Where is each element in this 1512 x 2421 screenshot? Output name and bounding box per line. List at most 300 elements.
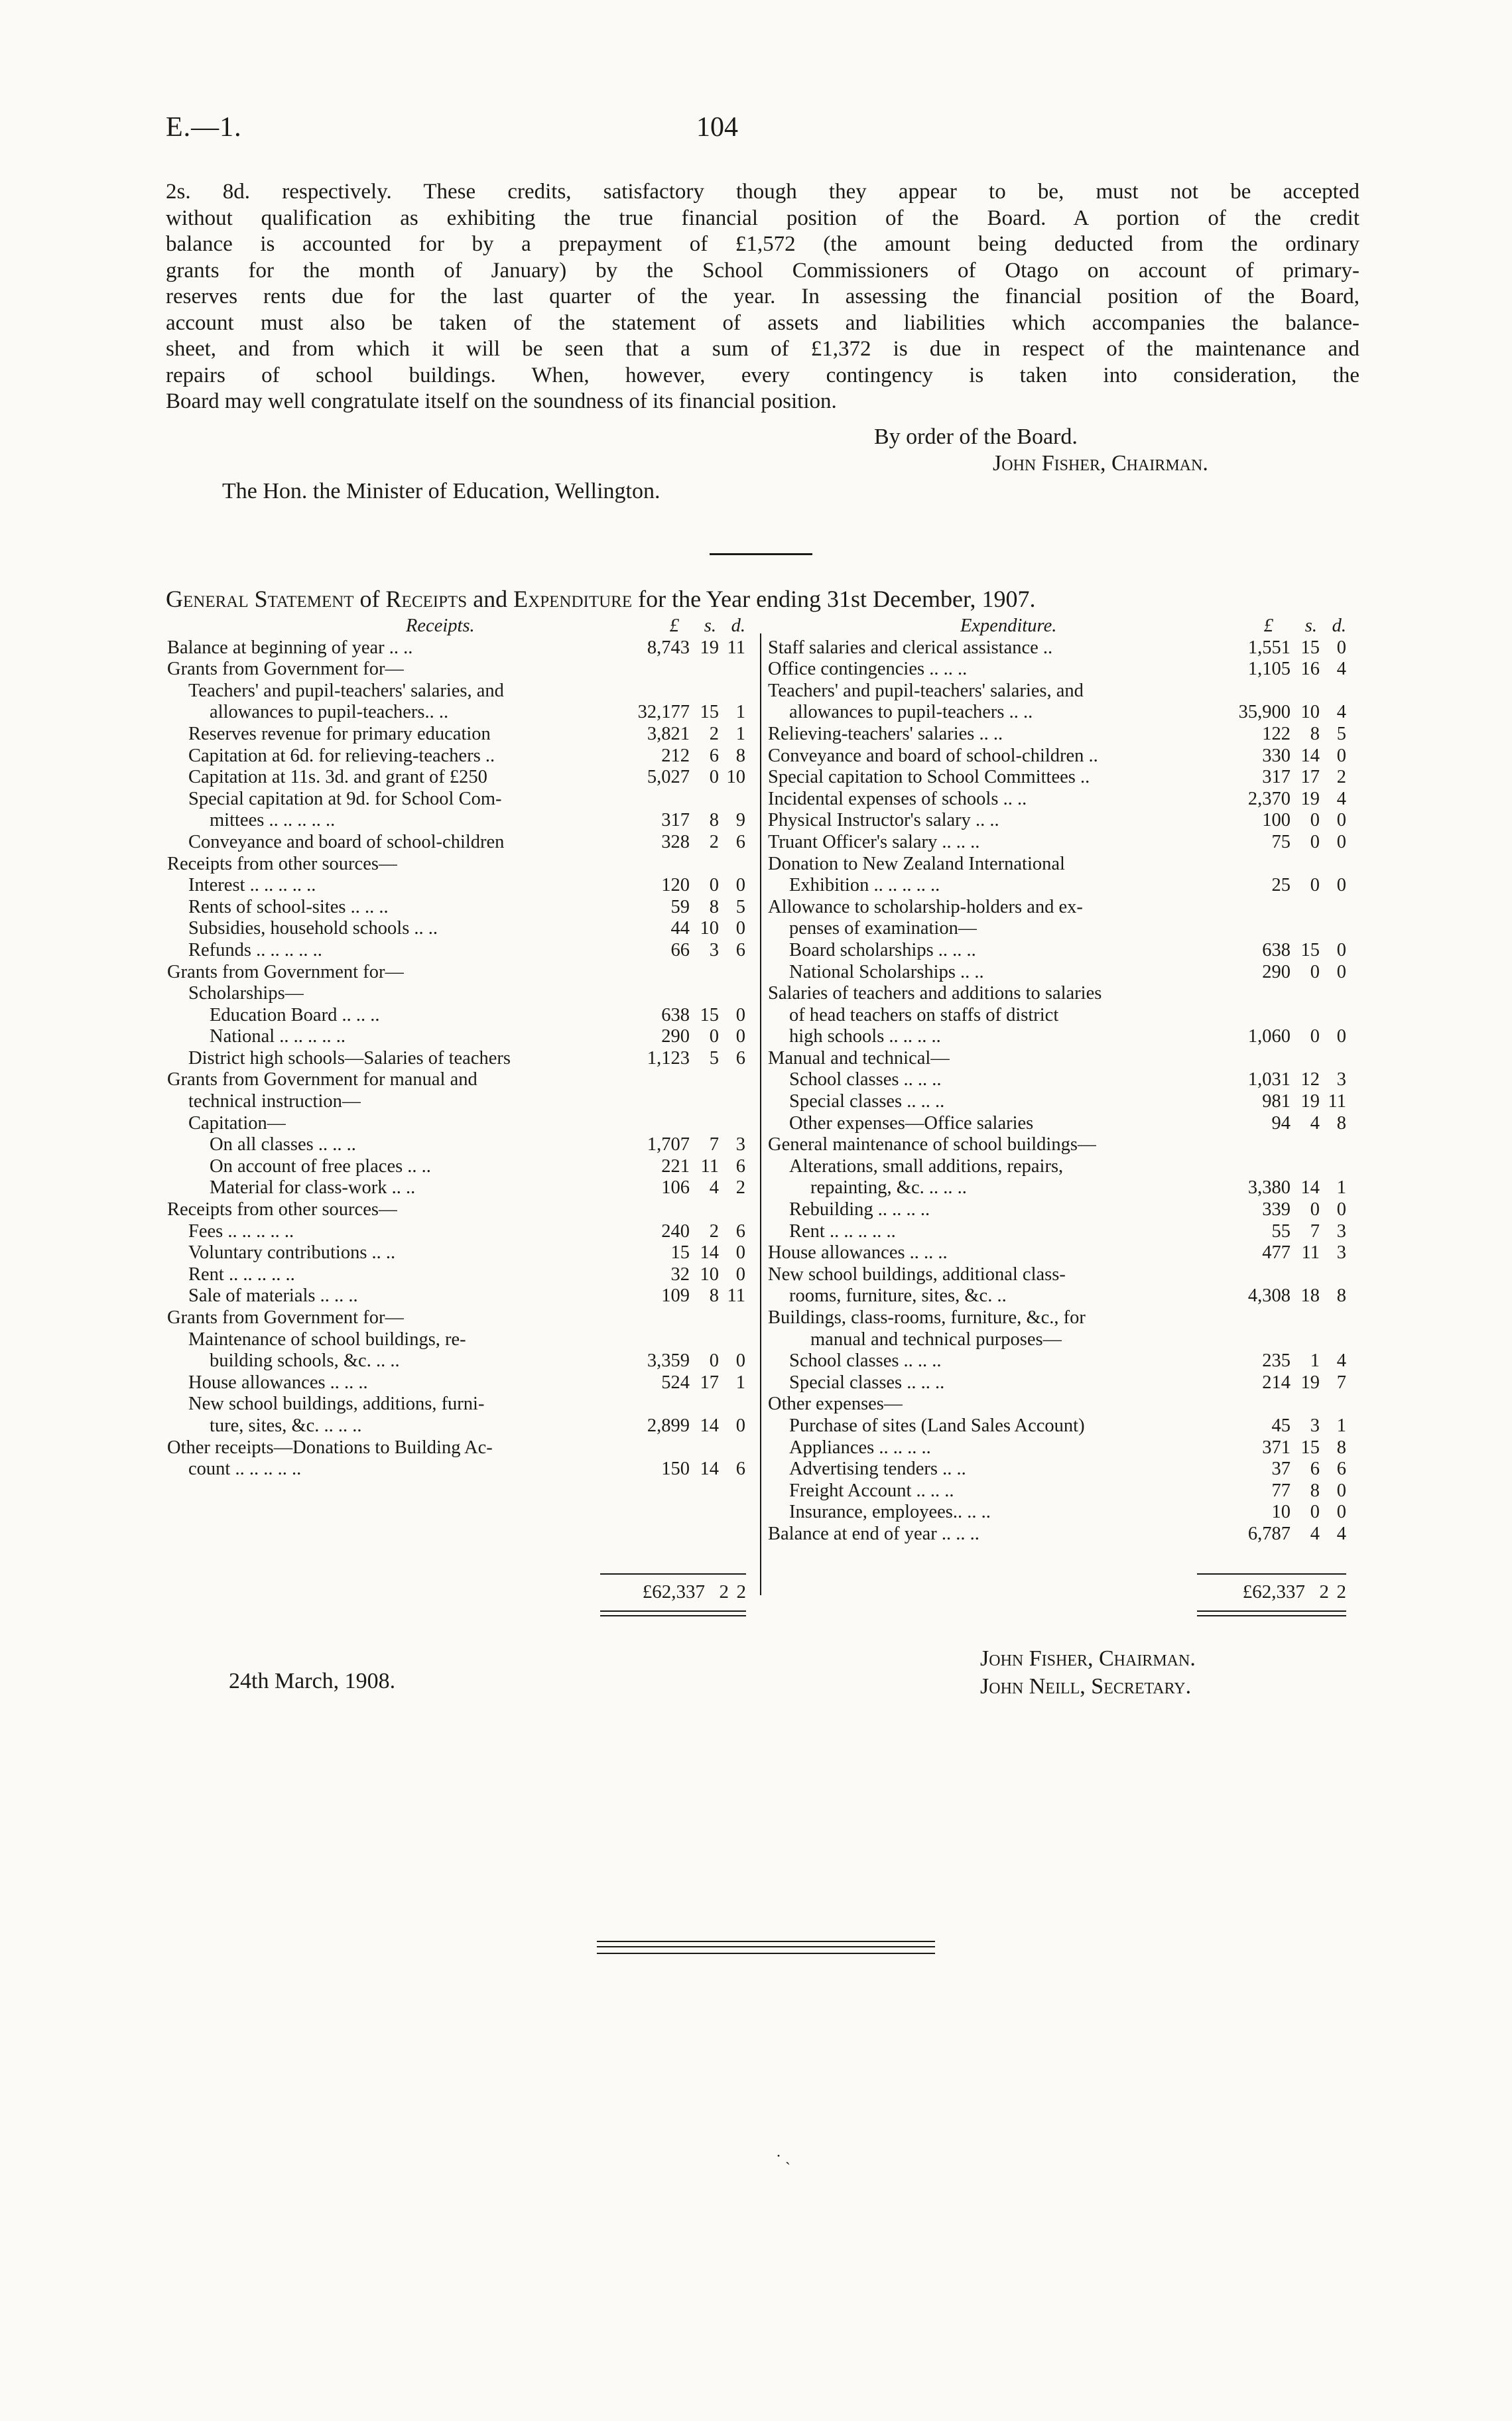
expenditure-amount-pence: 0 [1336, 1480, 1346, 1501]
receipts-amount-pence: 0 [735, 875, 745, 896]
expenditure-label: Alterations, small additions, repairs, [789, 1155, 1064, 1177]
paragraph-line: 2s. 8d. respectively. These credits, satisfactory though they appear to be, must not be accepted [166, 180, 1359, 204]
expenditure-label: National Scholarships .. .. [789, 961, 984, 982]
expenditure-label: Relieving-teachers' salaries .. .. [768, 723, 1003, 744]
expenditure-amount-pounds: 339 [1262, 1199, 1291, 1220]
receipts-amount-pence: 0 [735, 1242, 745, 1264]
expenditure-label: New school buildings, additional class- [768, 1264, 1066, 1285]
receipts-amount-pence: 1 [735, 1372, 745, 1393]
expenditure-row [768, 854, 1346, 876]
receipts-row [167, 789, 745, 811]
footer-chairman: John Fisher, Chairman. [980, 1646, 1196, 1671]
receipts-row [167, 681, 745, 702]
receipts-row [167, 1329, 745, 1351]
expenditure-column [768, 616, 1346, 1545]
expenditure-amount-pence: 0 [1336, 1502, 1346, 1523]
receipts-label: Receipts from other sources— [167, 853, 398, 874]
expenditure-amount-shillings: 7 [1310, 1220, 1320, 1242]
receipts-amount-pence: 9 [735, 810, 745, 831]
expenditure-amount-pence: 0 [1336, 875, 1346, 896]
expenditure-amount-shillings: 14 [1300, 745, 1320, 766]
shillings-heading: s. [704, 616, 716, 636]
receipts-row [167, 1199, 745, 1221]
expenditure-row [768, 746, 1346, 767]
expenditure-amount-pence: 4 [1336, 1523, 1346, 1544]
receipts-label: Fees .. .. .. .. .. [188, 1220, 294, 1242]
expenditure-amount-shillings: 3 [1310, 1415, 1320, 1436]
end-rule-middle [597, 1946, 935, 1947]
expenditure-heading: Expenditure. [960, 616, 1057, 636]
expenditure-amount-pounds: 290 [1262, 961, 1291, 982]
expenditure-amount-pounds: 25 [1271, 875, 1291, 896]
receipts-row [167, 702, 745, 724]
receipts-row [167, 854, 745, 876]
receipts-amount-shillings: 5 [709, 1047, 719, 1069]
receipts-amount-pounds: 150 [661, 1459, 690, 1480]
pence-heading: d. [731, 616, 745, 636]
receipts-label: technical instruction— [188, 1091, 361, 1112]
expenditure-row [768, 1459, 1346, 1480]
receipts-label: On account of free places .. .. [210, 1155, 431, 1177]
receipts-amount-pence: 6 [735, 1047, 745, 1069]
expenditure-row [768, 1264, 1346, 1286]
expenditure-amount-shillings: 10 [1300, 702, 1320, 723]
receipts-amount-pence: 6 [735, 939, 745, 960]
receipts-row [167, 637, 745, 659]
receipts-amount-pence: 6 [735, 1459, 745, 1480]
expenditure-label: Freight Account .. .. .. [789, 1480, 954, 1501]
body-paragraph [166, 179, 1359, 415]
expenditure-label: General maintenance of school buildings— [768, 1134, 1097, 1155]
expenditure-rows [768, 637, 1346, 1545]
receipts-amount-pounds: 638 [661, 1004, 690, 1025]
receipts-amount-shillings: 0 [709, 767, 719, 788]
receipts-label: count .. .. .. .. .. [188, 1459, 302, 1480]
chairman-signature: John Fisher, Chairman. [993, 451, 1208, 476]
receipts-label: Grants from Government for manual and [167, 1069, 477, 1090]
pence-heading: d. [1332, 616, 1346, 636]
expenditure-label: Office contingencies .. .. .. [768, 659, 968, 680]
receipts-label: Grants from Government for— [167, 961, 404, 982]
paragraph-line: Board may well congratulate itself on the soundness of its financial position. [166, 389, 837, 413]
receipts-row [167, 1285, 745, 1307]
receipts-row [167, 832, 745, 854]
expenditure-row [768, 1285, 1346, 1307]
receipts-amount-shillings: 15 [700, 702, 719, 723]
receipts-amount-pence: 0 [735, 1004, 745, 1025]
expenditure-amount-pence: 8 [1336, 1112, 1346, 1134]
expenditure-amount-shillings: 4 [1310, 1112, 1320, 1134]
receipts-amount-pounds: 1,707 [647, 1134, 690, 1155]
expenditure-amount-shillings: 6 [1310, 1459, 1320, 1480]
paragraph-line: reserves rents due for the last quarter of the year. In assessing the financial position of the Board, [166, 285, 1359, 308]
receipts-label: ture, sites, &c. .. .. .. [210, 1415, 362, 1436]
expenditure-label: Manual and technical— [768, 1047, 950, 1069]
receipts-amount-shillings: 0 [709, 875, 719, 896]
receipts-amount-pounds: 120 [661, 875, 690, 896]
expenditure-label: Other expenses— [768, 1394, 903, 1415]
receipts-label: Subsidies, household schools .. .. [188, 918, 438, 939]
receipts-amount-pounds: 328 [661, 831, 690, 852]
expenditure-row [768, 1480, 1346, 1502]
end-rule-top [597, 1941, 935, 1942]
receipts-total-pounds: £62,337 [642, 1581, 705, 1603]
receipts-label: Refunds .. .. .. .. .. [188, 939, 322, 960]
expenditure-amount-shillings: 11 [1301, 1242, 1320, 1264]
receipts-amount-pounds: 221 [661, 1155, 690, 1177]
expenditure-row [768, 1524, 1346, 1545]
expenditure-amount-pence: 3 [1336, 1242, 1346, 1264]
expenditure-row [768, 1134, 1346, 1156]
expenditure-amount-pence: 11 [1328, 1091, 1346, 1112]
receipts-amount-pounds: 109 [661, 1285, 690, 1307]
expenditure-amount-pounds: 981 [1262, 1091, 1291, 1112]
expenditure-amount-shillings: 0 [1310, 831, 1320, 852]
receipts-amount-pounds: 8,743 [647, 637, 690, 658]
receipts-amount-shillings: 7 [709, 1134, 719, 1155]
receipts-amount-shillings: 3 [709, 939, 719, 960]
expenditure-amount-pounds: 477 [1262, 1242, 1291, 1264]
receipts-row [167, 1026, 745, 1048]
addressee-line: The Hon. the Minister of Education, Wellington. [222, 479, 661, 503]
receipts-amount-shillings: 4 [709, 1177, 719, 1199]
expenditure-amount-pounds: 6,787 [1247, 1523, 1291, 1544]
receipts-label: Rents of school-sites .. .. .. [188, 896, 389, 917]
expenditure-label: Special classes .. .. .. [789, 1091, 945, 1112]
receipts-amount-pence: 10 [726, 767, 745, 788]
expenditure-amount-shillings: 18 [1300, 1285, 1320, 1307]
receipts-label: Maintenance of school buildings, re- [188, 1329, 466, 1350]
receipts-amount-pounds: 106 [661, 1177, 690, 1199]
expenditure-row [768, 1437, 1346, 1459]
expenditure-label: Board scholarships .. .. .. [789, 939, 976, 960]
expenditure-label: Exhibition .. .. .. .. .. [789, 875, 940, 896]
expenditure-total-pounds: £62,337 [1242, 1581, 1305, 1603]
receipts-label: Capitation at 11s. 3d. and grant of £250 [188, 767, 487, 788]
expenditure-row [768, 810, 1346, 832]
receipts-amount-pounds: 3,821 [647, 723, 690, 744]
expenditure-row [768, 1156, 1346, 1178]
expenditure-label: Advertising tenders .. .. [789, 1459, 966, 1480]
receipts-total-rule [600, 1573, 746, 1575]
expenditure-row [768, 1221, 1346, 1243]
receipts-row [167, 918, 745, 940]
expenditure-label: Staff salaries and clerical assistance .. [768, 637, 1053, 658]
expenditure-label: Teachers' and pupil-teachers' salaries, and [768, 680, 1084, 701]
expenditure-amount-shillings: 17 [1300, 767, 1320, 788]
receipts-row [167, 1134, 745, 1156]
expenditure-label: Truant Officer's salary .. .. .. [768, 831, 980, 852]
receipts-label: Reserves revenue for primary education [188, 723, 491, 744]
receipts-label: Sale of materials .. .. .. [188, 1285, 358, 1307]
expenditure-amount-pence: 4 [1336, 702, 1346, 723]
expenditure-amount-pence: 6 [1336, 1459, 1346, 1480]
expenditure-amount-shillings: 8 [1310, 723, 1320, 744]
pounds-heading: £ [1263, 616, 1273, 636]
expenditure-label: high schools .. .. .. .. [789, 1026, 941, 1047]
expenditure-row [768, 1415, 1346, 1437]
expenditure-amount-shillings: 0 [1310, 875, 1320, 896]
receipts-amount-shillings: 6 [709, 745, 719, 766]
expenditure-amount-pence: 0 [1336, 810, 1346, 831]
expenditure-amount-pounds: 235 [1262, 1350, 1291, 1372]
expenditure-heading-row [768, 616, 1346, 637]
expenditure-amount-shillings: 0 [1310, 1199, 1320, 1220]
expenditure-row [768, 1350, 1346, 1372]
expenditure-label: Physical Instructor's salary .. .. [768, 810, 999, 831]
receipts-label: Conveyance and board of school-children [188, 831, 505, 852]
expenditure-label: Other expenses—Office salaries [789, 1112, 1034, 1134]
receipts-amount-pence: 11 [727, 637, 745, 658]
receipts-row [167, 1177, 745, 1199]
expenditure-row [768, 832, 1346, 854]
receipts-rows [167, 637, 745, 1480]
receipts-row [167, 1221, 745, 1243]
stray-printer-mark: · ˎ [776, 2148, 790, 2165]
expenditure-amount-shillings: 15 [1300, 637, 1320, 658]
expenditure-amount-pounds: 371 [1262, 1437, 1291, 1458]
receipts-amount-shillings: 2 [709, 831, 719, 852]
receipts-heading: Receipts. [406, 616, 475, 636]
receipts-amount-shillings: 8 [709, 810, 719, 831]
receipts-row [167, 810, 745, 832]
footer-secretary: John Neill, Secretary. [980, 1674, 1192, 1699]
column-divider [760, 633, 761, 1595]
receipts-amount-pence: 8 [735, 745, 745, 766]
receipts-label: Teachers' and pupil-teachers' salaries, and [188, 680, 504, 701]
expenditure-amount-shillings: 15 [1300, 939, 1320, 960]
title-part-of: of [359, 586, 380, 612]
receipts-row [167, 1307, 745, 1329]
receipts-amount-shillings: 2 [709, 723, 719, 744]
title-part-general: General Statement [166, 586, 354, 612]
receipts-amount-shillings: 10 [700, 1264, 719, 1285]
expenditure-amount-pence: 4 [1336, 1350, 1346, 1372]
receipts-amount-pounds: 2,899 [647, 1415, 690, 1436]
expenditure-label: Rent .. .. .. .. .. [789, 1220, 896, 1242]
receipts-amount-shillings: 17 [700, 1372, 719, 1393]
receipts-amount-pence: 0 [735, 1264, 745, 1285]
expenditure-row [768, 1307, 1346, 1329]
expenditure-amount-pence: 3 [1336, 1220, 1346, 1242]
receipts-amount-shillings: 14 [700, 1415, 719, 1436]
expenditure-amount-shillings: 1 [1310, 1350, 1320, 1372]
expenditure-amount-pounds: 94 [1271, 1112, 1291, 1134]
expenditure-row [768, 659, 1346, 681]
expenditure-amount-pence: 8 [1336, 1437, 1346, 1458]
receipts-label: New school buildings, additions, furni- [188, 1394, 485, 1415]
receipts-amount-pounds: 5,027 [647, 767, 690, 788]
expenditure-amount-pounds: 45 [1271, 1415, 1291, 1436]
receipts-amount-pounds: 524 [661, 1372, 690, 1393]
expenditure-row [768, 789, 1346, 811]
receipts-amount-shillings: 15 [700, 1004, 719, 1025]
expenditure-amount-pence: 7 [1336, 1372, 1346, 1393]
receipts-amount-pence: 11 [727, 1285, 745, 1307]
expenditure-label: School classes .. .. .. [789, 1069, 942, 1090]
expenditure-amount-pounds: 35,900 [1238, 702, 1291, 723]
expenditure-row [768, 1502, 1346, 1524]
expenditure-row [768, 875, 1346, 897]
receipts-row [167, 746, 745, 767]
expenditure-amount-pounds: 37 [1271, 1459, 1291, 1480]
expenditure-amount-shillings: 0 [1310, 810, 1320, 831]
receipts-label: Education Board .. .. .. [210, 1004, 380, 1025]
receipts-row [167, 1350, 745, 1372]
expenditure-total-rule [1197, 1573, 1346, 1575]
receipts-amount-pence: 2 [735, 1177, 745, 1199]
expenditure-amount-pence: 8 [1336, 1285, 1346, 1307]
shillings-heading: s. [1304, 616, 1317, 636]
receipts-label: District high schools—Salaries of teachers [188, 1047, 511, 1069]
receipts-row [167, 767, 745, 789]
expenditure-amount-pence: 0 [1336, 961, 1346, 982]
receipts-label: Scholarships— [188, 983, 304, 1004]
expenditure-row [768, 1069, 1346, 1091]
receipts-amount-pence: 1 [735, 723, 745, 744]
receipts-label: Grants from Government for— [167, 659, 404, 680]
document-reference: E.—1. [166, 112, 242, 143]
receipts-label: Other receipts—Donations to Building Ac- [167, 1437, 493, 1458]
receipts-amount-pence: 0 [735, 1026, 745, 1047]
expenditure-label: Appliances .. .. .. .. [789, 1437, 931, 1458]
expenditure-row [768, 1113, 1346, 1135]
expenditure-amount-shillings: 0 [1310, 1026, 1320, 1047]
expenditure-label: repainting, &c. .. .. .. [810, 1177, 967, 1199]
receipts-label: Rent .. .. .. .. .. [188, 1264, 295, 1285]
expenditure-amount-shillings: 0 [1310, 961, 1320, 982]
expenditure-amount-pounds: 1,031 [1247, 1069, 1291, 1090]
expenditure-amount-pounds: 100 [1262, 810, 1291, 831]
receipts-label: House allowances .. .. .. [188, 1372, 368, 1393]
expenditure-label: Special classes .. .. .. [789, 1372, 945, 1393]
title-part-expenditure: Expenditure [513, 586, 633, 612]
expenditure-row [768, 1177, 1346, 1199]
expenditure-label: Allowance to scholarship-holders and ex- [768, 896, 1083, 917]
receipts-amount-pence: 6 [735, 1220, 745, 1242]
expenditure-row [768, 724, 1346, 746]
receipts-row [167, 1415, 745, 1437]
receipts-amount-shillings: 14 [700, 1459, 719, 1480]
expenditure-amount-shillings: 19 [1300, 1372, 1320, 1393]
expenditure-amount-pence: 4 [1336, 659, 1346, 680]
expenditure-amount-pounds: 317 [1262, 767, 1291, 788]
receipts-label: Grants from Government for— [167, 1307, 404, 1328]
receipts-row [167, 1459, 745, 1480]
receipts-amount-pounds: 66 [670, 939, 690, 960]
expenditure-amount-pence: 2 [1336, 767, 1346, 788]
expenditure-amount-pence: 3 [1336, 1069, 1346, 1090]
by-order-line: By order of the Board. [874, 425, 1078, 449]
receipts-row [167, 1242, 745, 1264]
receipts-amount-pence: 1 [735, 702, 745, 723]
receipts-label: Voluntary contributions .. .. [188, 1242, 396, 1264]
expenditure-amount-shillings: 19 [1300, 1091, 1320, 1112]
receipts-label: Balance at beginning of year .. .. [167, 637, 413, 658]
end-rule-bottom [597, 1953, 935, 1954]
receipts-row [167, 983, 745, 1005]
expenditure-total-double-rule [1197, 1610, 1346, 1616]
expenditure-label: of head teachers on staffs of district [789, 1004, 1059, 1025]
pounds-heading: £ [669, 616, 679, 636]
receipts-amount-shillings: 14 [700, 1242, 719, 1264]
receipts-label: Receipts from other sources— [167, 1199, 398, 1220]
receipts-amount-pounds: 32,177 [637, 702, 690, 723]
receipts-label: Capitation— [188, 1112, 286, 1134]
paragraph-line: grants for the month of January) by the School Commissioners of Otago on account of primary- [166, 258, 1359, 283]
expenditure-amount-shillings: 12 [1300, 1069, 1320, 1090]
receipts-column [167, 616, 745, 1480]
expenditure-label: Special capitation to School Committees .. [768, 767, 1090, 788]
receipts-label: allowances to pupil-teachers.. .. [210, 702, 449, 723]
receipts-amount-pounds: 240 [661, 1220, 690, 1242]
expenditure-amount-pounds: 1,060 [1247, 1026, 1291, 1047]
expenditure-row [768, 1005, 1346, 1027]
expenditure-amount-pounds: 3,380 [1247, 1177, 1291, 1199]
expenditure-amount-pence: 0 [1336, 745, 1346, 766]
receipts-amount-pence: 5 [735, 896, 745, 917]
receipts-amount-pence: 0 [735, 1350, 745, 1372]
receipts-amount-pence: 3 [735, 1134, 745, 1155]
expenditure-label: House allowances .. .. .. [768, 1242, 948, 1264]
expenditure-amount-shillings: 15 [1300, 1437, 1320, 1458]
expenditure-row [768, 1199, 1346, 1221]
receipts-row [167, 1048, 745, 1070]
expenditure-row [768, 962, 1346, 984]
receipts-row [167, 1156, 745, 1178]
receipts-amount-pounds: 1,123 [647, 1047, 690, 1069]
statement-date: 24th March, 1908. [229, 1669, 396, 1693]
expenditure-row [768, 940, 1346, 962]
footer-signatures [980, 1645, 1196, 1701]
expenditure-amount-shillings: 16 [1300, 659, 1320, 680]
expenditure-amount-pounds: 1,105 [1247, 659, 1291, 680]
expenditure-row [768, 702, 1346, 724]
expenditure-amount-pounds: 2,370 [1247, 788, 1291, 809]
expenditure-amount-pence: 1 [1336, 1177, 1346, 1199]
statement-title [166, 585, 1352, 613]
expenditure-amount-pounds: 330 [1262, 745, 1291, 766]
expenditure-label: allowances to pupil-teachers .. .. [789, 702, 1033, 723]
expenditure-row [768, 1329, 1346, 1351]
receipts-amount-pounds: 59 [670, 896, 690, 917]
receipts-amount-shillings: 11 [700, 1155, 719, 1177]
paragraph-line: without qualification as exhibiting the true financial position of the Board. A portion of the credit [166, 206, 1359, 230]
expenditure-amount-pounds: 55 [1271, 1220, 1291, 1242]
expenditure-label: Rebuilding .. .. .. .. [789, 1199, 930, 1220]
expenditure-row [768, 767, 1346, 789]
receipts-amount-pounds: 3,359 [647, 1350, 690, 1372]
expenditure-row [768, 897, 1346, 919]
expenditure-row [768, 918, 1346, 940]
title-part-receipts: Receipts [385, 586, 468, 612]
receipts-amount-pounds: 317 [661, 810, 690, 831]
receipts-row [167, 897, 745, 919]
expenditure-label: Incidental expenses of schools .. .. [768, 788, 1027, 809]
expenditure-amount-pence: 0 [1336, 1199, 1346, 1220]
expenditure-label: Buildings, class-rooms, furniture, &c., for [768, 1307, 1086, 1328]
expenditure-amount-pence: 4 [1336, 788, 1346, 809]
expenditure-row [768, 1394, 1346, 1415]
expenditure-label: School classes .. .. .. [789, 1350, 942, 1372]
expenditure-amount-pounds: 214 [1262, 1372, 1291, 1393]
receipts-row [167, 875, 745, 897]
receipts-total-double-rule [600, 1610, 746, 1616]
expenditure-label: Conveyance and board of school-children .. [768, 745, 1098, 766]
expenditure-label: Balance at end of year .. .. .. [768, 1523, 979, 1544]
receipts-label: Capitation at 6d. for relieving-teachers .. [188, 745, 495, 766]
receipts-amount-pence: 0 [735, 918, 745, 939]
